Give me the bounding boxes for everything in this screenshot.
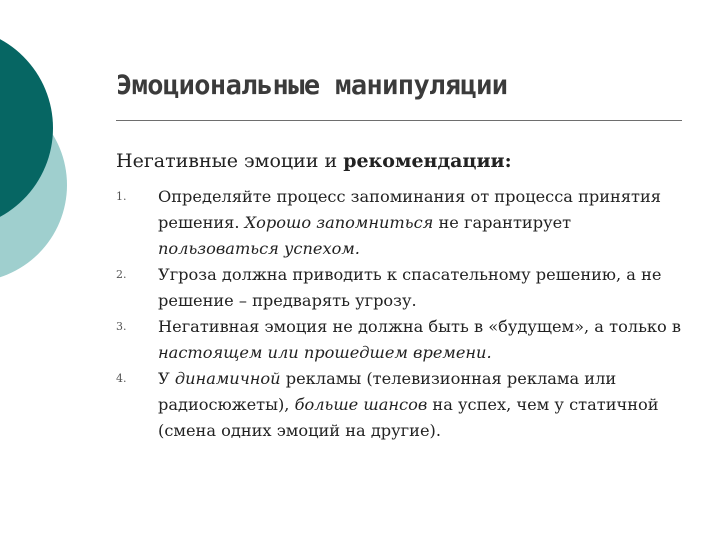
item-text	[158, 265, 661, 310]
italic-fragment: больше шансов	[294, 395, 428, 414]
text-fragment: не гарантирует	[433, 213, 572, 232]
list-item	[116, 366, 690, 444]
text-fragment: рекламы (телевизионная реклама или радиосюжеты),	[158, 369, 617, 414]
subtitle-text: Негативные эмоции и	[116, 150, 344, 172]
italic-fragment: Хорошо запомниться	[244, 213, 434, 232]
list-item	[116, 262, 690, 314]
list-item	[116, 314, 690, 366]
item-number: 3.	[116, 320, 127, 333]
text-fragment: Угроза должна приводить к спасательному решению, а не решение – предварять угрозу.	[158, 265, 662, 310]
item-text	[158, 187, 661, 258]
item-text	[158, 369, 659, 440]
italic-fragment: настоящем или прошедшем времени.	[158, 343, 492, 362]
subtitle	[116, 150, 512, 172]
text-fragment: У	[158, 369, 175, 388]
item-number: 2.	[116, 268, 127, 281]
italic-fragment: динамичной	[174, 369, 281, 388]
item-number: 4.	[116, 372, 127, 385]
list-item	[116, 184, 690, 262]
text-fragment: Негативная эмоция не должна быть в «будущем», а только в	[158, 317, 682, 336]
page-title: Эмоциональные манипуляции	[116, 70, 508, 101]
title-divider	[116, 120, 682, 121]
recommendations-list	[116, 184, 690, 444]
item-text	[158, 317, 681, 362]
item-number: 1.	[116, 190, 127, 203]
text-fragment: Определяйте процесс запоминания от процесса принятия решения.	[158, 187, 662, 232]
text-fragment: на успех, чем у статичной (смена одних эмоций на другие).	[158, 395, 659, 440]
subtitle-bold-text: рекомендации:	[343, 150, 512, 172]
italic-fragment: пользоваться успехом.	[158, 239, 360, 258]
